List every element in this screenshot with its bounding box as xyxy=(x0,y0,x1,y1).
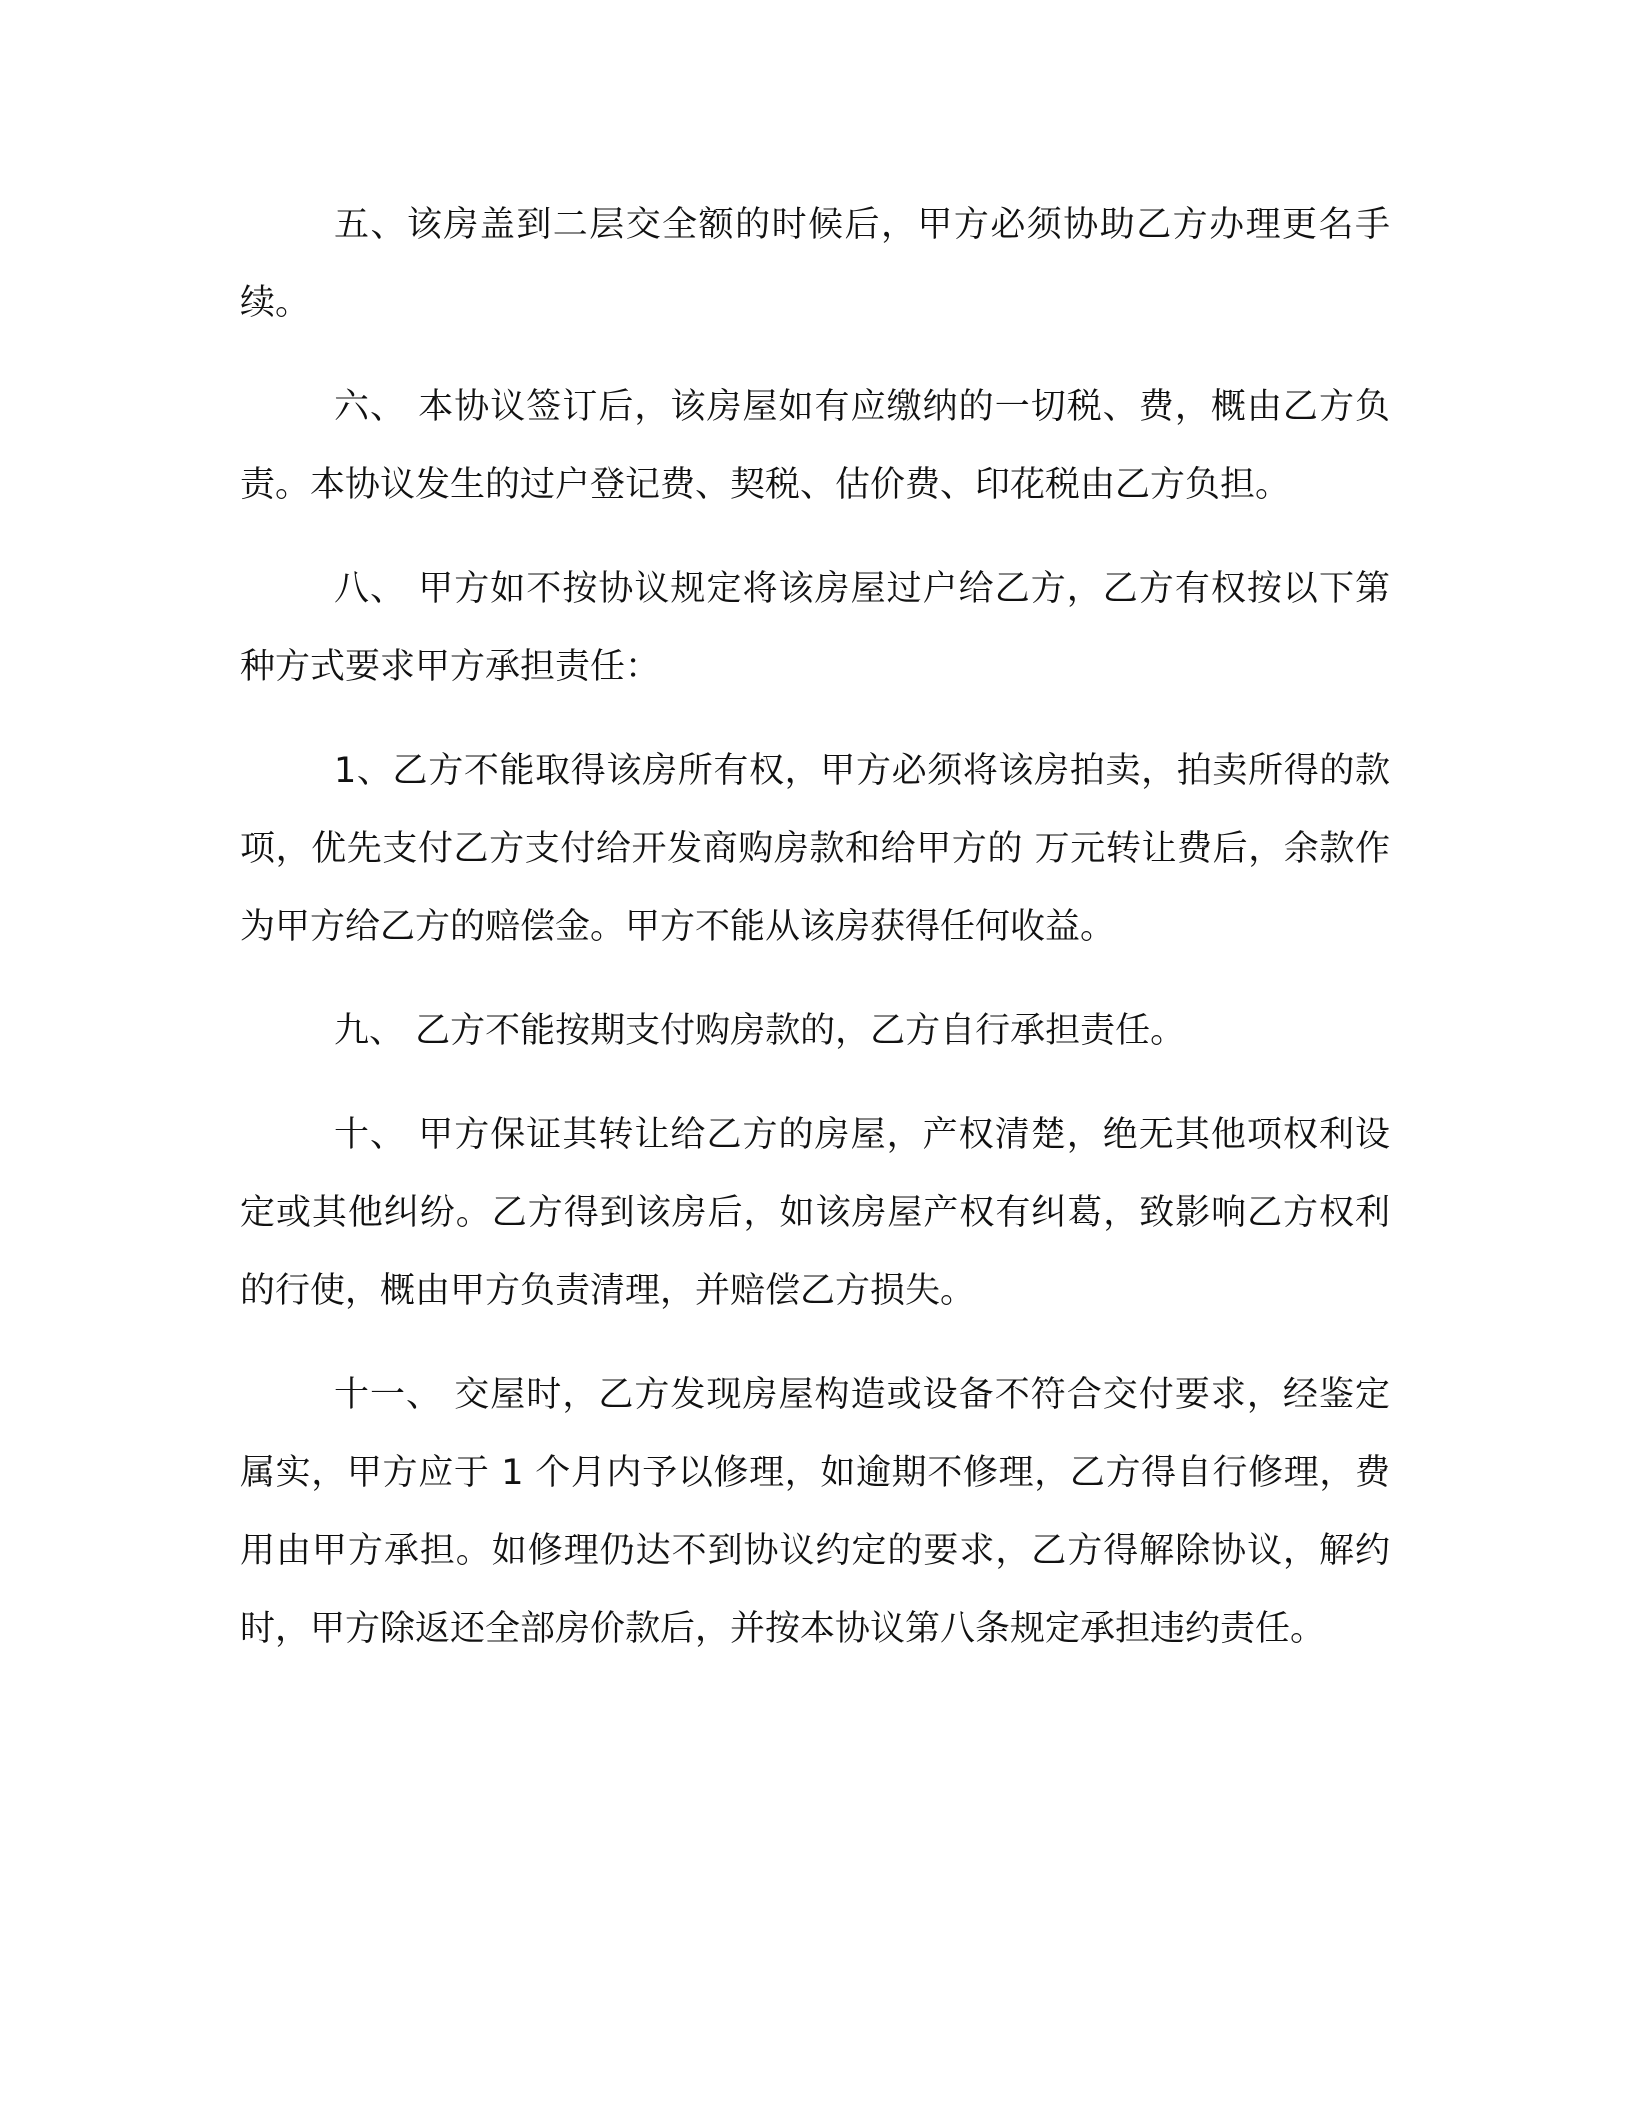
clause-11-paragraph: 十一、 交屋时，乙方发现房屋构造或设备不符合交付要求，经鉴定属实，甲方应于 1 个月内予以修理，如逾期不修理，乙方得自行修理，费用由甲方承担。如修理仍达不到协议约定的要求，乙方得解除协议，解约时，甲方除返还全部房价款后，并按本协议第八条规定承担违约责任。 xyxy=(240,1375,1390,1649)
clause-6-paragraph: 六、 本协议签订后，该房屋如有应缴纳的一切税、费，概由乙方负责。本协议发生的过户登记费、契税、估价费、印花税由乙方负担。 xyxy=(240,387,1390,505)
clause-8-item-1-paragraph: 1、乙方不能取得该房所有权，甲方必须将该房拍卖，拍卖所得的款项，优先支付乙方支付给开发商购房款和给甲方的 万元转让费后，余款作为甲方给乙方的赔偿金。甲方不能从该房获得任何收益。 xyxy=(240,751,1390,947)
clause-10-paragraph: 十、 甲方保证其转让给乙方的房屋，产权清楚，绝无其他项权利设定或其他纠纷。乙方得到该房后，如该房屋产权有纠葛，致影响乙方权利的行使，概由甲方负责清理，并赔偿乙方损失。 xyxy=(240,1115,1390,1311)
document-body xyxy=(240,186,1390,1694)
clause-9-paragraph: 九、 乙方不能按期支付购房款的，乙方自行承担责任。 xyxy=(334,1011,1186,1051)
clause-5-paragraph: 五、该房盖到二层交全额的时候后，甲方必须协助乙方办理更名手续。 xyxy=(240,205,1390,323)
clause-8-paragraph: 八、 甲方如不按协议规定将该房屋过户给乙方，乙方有权按以下第 种方式要求甲方承担责任： xyxy=(240,569,1390,687)
